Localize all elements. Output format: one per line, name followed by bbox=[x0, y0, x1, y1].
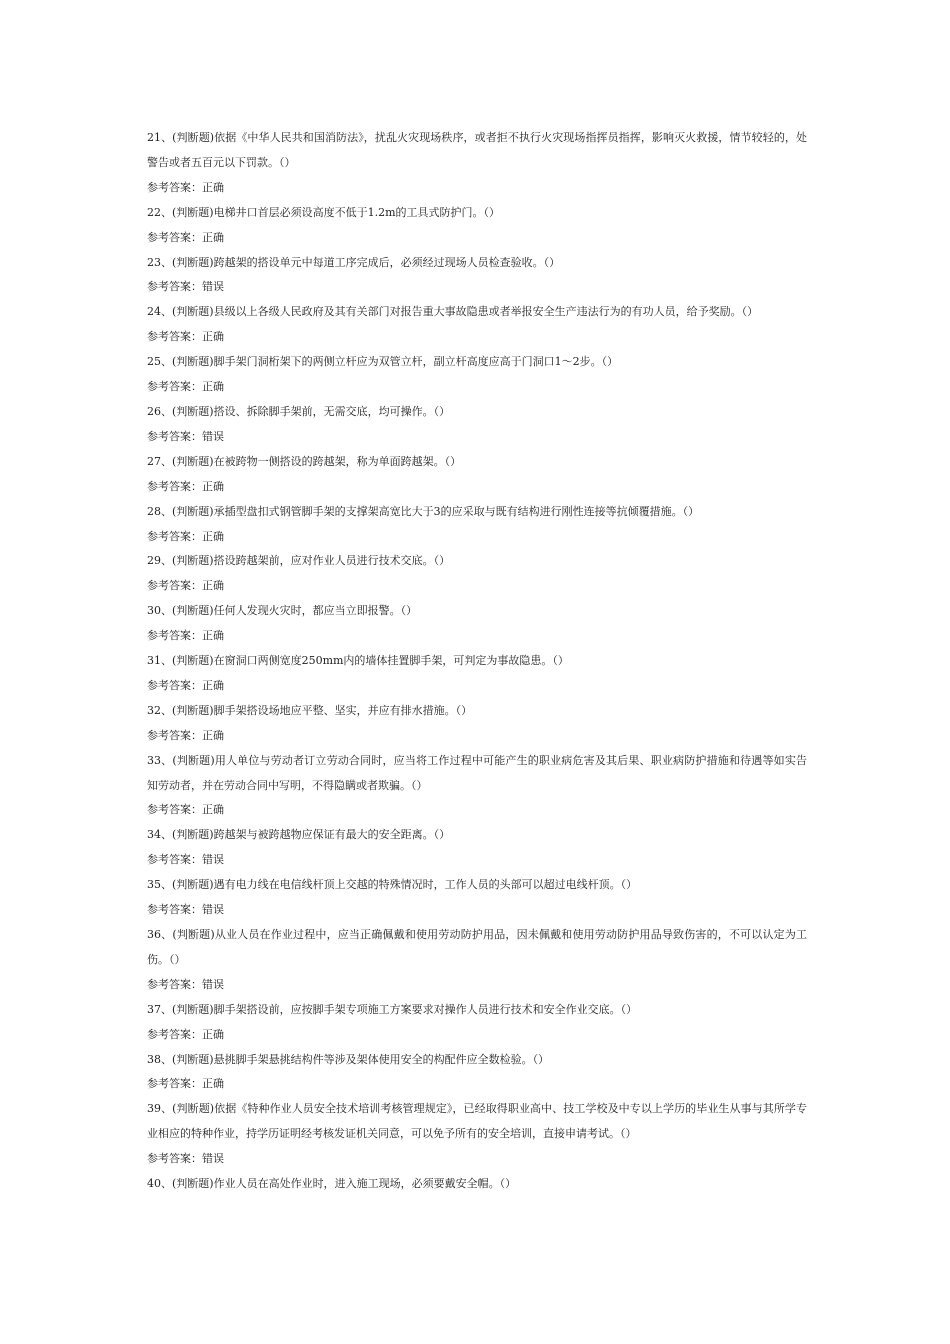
question-40: 40、(判断题)作业人员在高处作业时，进入施工现场，必须要戴安全帽。（） bbox=[147, 1177, 517, 1191]
answer-36: 参考答案：错误 bbox=[147, 977, 224, 991]
answer-39: 参考答案：错误 bbox=[147, 1152, 224, 1166]
question-27: 27、(判断题)在被跨物一侧搭设的跨越架，称为单面跨越架。（） bbox=[147, 454, 462, 468]
question-23: 23、(判断题)跨越架的搭设单元中每道工序完成后，必须经过现场人员检查验收。（） bbox=[147, 255, 561, 269]
question-24: 24、(判断题)县级以上各级人民政府及其有关部门对报告重大事故隐患或者举报安全生产违法行为的有功人员，给予奖励。（） bbox=[147, 305, 759, 319]
answer-38: 参考答案：正确 bbox=[147, 1077, 224, 1091]
answer-33: 参考答案：正确 bbox=[147, 803, 224, 817]
answer-34: 参考答案：错误 bbox=[147, 853, 224, 867]
question-30: 30、(判断题)任何人发现火灾时，都应当立即报警。（） bbox=[147, 604, 418, 618]
question-34: 34、(判断题)跨越架与被跨越物应保证有最大的安全距离。（） bbox=[147, 828, 451, 842]
answer-25: 参考答案：正确 bbox=[147, 380, 224, 394]
answer-21: 参考答案：正确 bbox=[147, 180, 224, 194]
question-31: 31、(判断题)在窗洞口两侧宽度250mm内的墙体挂置脚手架，可判定为事故隐患。（） bbox=[147, 654, 569, 668]
question-26: 26、(判断题)搭设、拆除脚手架前，无需交底，均可操作。（） bbox=[147, 404, 451, 418]
question-39: 39、(判断题)依据《特种作业人员安全技术培训考核管理规定》，已经取得职业高中、技工学校及中专以上学历的毕业生从事与其所学专业相应的特种作业，持学历证明经考核发证机关同意，可以免予所有的安全培训，直接申请考试。（） bbox=[147, 1102, 807, 1141]
question-32: 32、(判断题)脚手架搭设场地应平整、坚实，并应有排水措施。（） bbox=[147, 703, 473, 717]
answer-32: 参考答案：正确 bbox=[147, 728, 224, 742]
answer-30: 参考答案：正确 bbox=[147, 629, 224, 643]
answer-29: 参考答案：正确 bbox=[147, 579, 224, 593]
answer-26: 参考答案：错误 bbox=[147, 429, 224, 443]
question-25: 25、(判断题)脚手架门洞桁架下的两侧立杆应为双管立杆，副立杆高度应高于门洞口1～2步。（） bbox=[147, 355, 619, 369]
answer-37: 参考答案：正确 bbox=[147, 1027, 224, 1041]
question-22: 22、(判断题)电梯井口首层必须设高度不低于1.2m的工具式防护门。（） bbox=[147, 205, 501, 219]
question-38: 38、(判断题)悬挑脚手架悬挑结构件等涉及架体使用安全的构配件应全数检验。（） bbox=[147, 1052, 550, 1066]
answer-22: 参考答案：正确 bbox=[147, 230, 224, 244]
question-37: 37、(判断题)脚手架搭设前，应按脚手架专项施工方案要求对操作人员进行技术和安全作业交底。（） bbox=[147, 1002, 638, 1016]
question-list bbox=[147, 126, 807, 1197]
question-28: 28、(判断题)承插型盘扣式钢管脚手架的支撑架高宽比大于3的应采取与既有结构进行刚性连接等抗倾覆措施。（） bbox=[147, 504, 700, 518]
answer-27: 参考答案：正确 bbox=[147, 479, 224, 493]
question-36: 36、(判断题)从业人员在作业过程中，应当正确佩戴和使用劳动防护用品，因未佩戴和使用劳动防护用品导致伤害的，不可以认定为工伤。（） bbox=[147, 928, 807, 966]
answer-28: 参考答案：正确 bbox=[147, 529, 224, 543]
answer-24: 参考答案：正确 bbox=[147, 330, 224, 344]
answer-23: 参考答案：错误 bbox=[147, 280, 224, 294]
answer-35: 参考答案：错误 bbox=[147, 903, 224, 917]
question-33: 33、(判断题)用人单位与劳动者订立劳动合同时，应当将工作过程中可能产生的职业病危害及其后果、职业病防护措施和待遇等如实告知劳动者，并在劳动合同中写明，不得隐瞒或者欺骗。（） bbox=[147, 753, 807, 792]
answer-31: 参考答案：正确 bbox=[147, 678, 224, 692]
question-35: 35、(判断题)遇有电力线在电信线杆顶上交越的特殊情况时，工作人员的头部可以超过电线杆顶。（） bbox=[147, 878, 638, 892]
question-29: 29、(判断题)搭设跨越架前，应对作业人员进行技术交底。（） bbox=[147, 554, 451, 568]
question-21: 21、(判断题)依据《中华人民共和国消防法》，扰乱火灾现场秩序，或者拒不执行火灾现场指挥员指挥，影响灭火救援，情节较轻的，处警告或者五百元以下罚款。（） bbox=[147, 131, 807, 169]
